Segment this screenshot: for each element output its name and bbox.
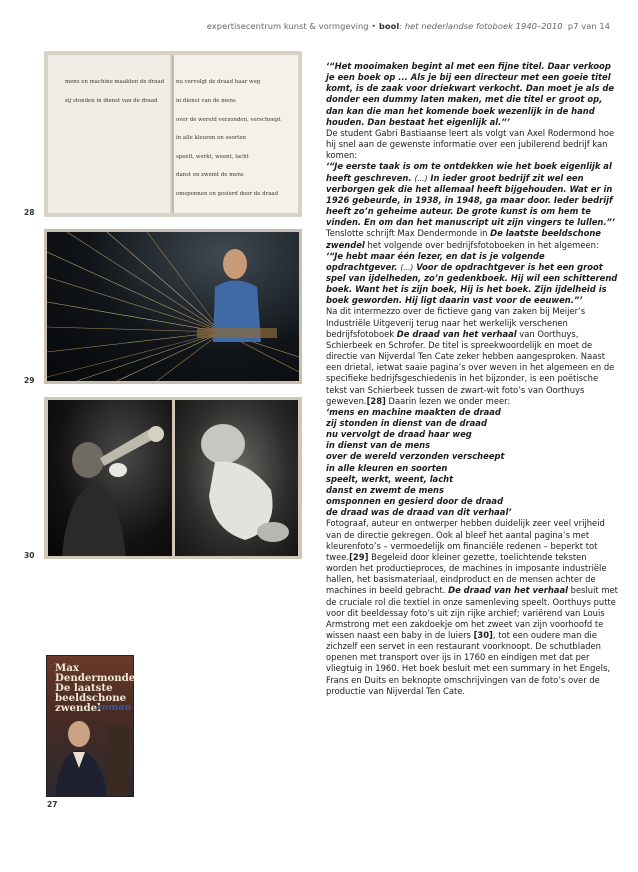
ellipsis: (...) bbox=[400, 262, 414, 272]
weaving-threads-graphic bbox=[47, 232, 299, 381]
weaver-face bbox=[223, 249, 247, 279]
book-title: De laatste beeldschone zwendel bbox=[326, 228, 601, 250]
weaving-photo bbox=[47, 232, 299, 381]
text-part: Begeleid door kleiner gezette, toelichtende teksten worden het productieproces, de machines in imposante industriële hallen, het basismateriaal, eindproduct en de mensen achter de machines in beeld gebracht. bbox=[326, 551, 607, 596]
poem-line: omsponnen en gesierd door de draad bbox=[326, 496, 504, 507]
poem-line: over de wereld verzonden verscheept bbox=[326, 451, 505, 462]
book-cover-image bbox=[46, 655, 134, 797]
poem-line: ‘mens en machine maakten de draad bbox=[326, 406, 501, 417]
cover-portrait-graphic bbox=[47, 716, 133, 796]
spread-right-line: omsponnen en gesierd door de draad bbox=[176, 191, 279, 197]
paragraph-dendermonde bbox=[326, 228, 618, 250]
figure-number-30: 30 bbox=[24, 551, 35, 560]
spread-left-line: zij stonden in dienst van de draad bbox=[65, 98, 158, 104]
paragraph-fotograaf bbox=[326, 518, 618, 697]
poem-line: zij stonden in dienst van de draad bbox=[326, 418, 487, 428]
paragraph-bastiaanse: De student Gabri Bastiaanse leert als volgt van Axel Rodermond hoe hij snel aan de gewenste informatie over een jubilerend bedrijf kan komen: bbox=[326, 127, 615, 161]
book-title: De draad van het verhaal bbox=[396, 328, 517, 339]
spread-right-line: danst en zwemt de mens bbox=[176, 172, 244, 178]
text-part: het volgende over bedrijfsfotoboeken in het algemeen: bbox=[364, 239, 599, 250]
header-separator: • bbox=[371, 21, 377, 31]
article-text-column bbox=[326, 61, 618, 697]
text-part: Fotograaf, auteur en ontwerper hebben duidelijk zeer veel vrijheid van de directie gekregen. Ook al bleef het aantal pagina’s met kleurenfoto’s – vermoedelijk om financiële redenen – beperkt tot twee. bbox=[326, 518, 605, 562]
text-part: van Oorthuys, Schierbeek en Schrofer. De titel is spreekwoordelijk en moet de directie van Nijverdal Ten Cate zeker hebben aangesproken. Naast een drietal, ietwat saaie pagina’s over weven in het algemeen en de specifieke bedrijfsgeschiedenis in het bijzonder, is een poëtische tekst van Schierbeek tussen de zwart-wit foto’s van Oorthuys geweven. bbox=[326, 328, 615, 406]
figure-number-29: 29 bbox=[24, 376, 35, 385]
cover-title-line: Max bbox=[55, 662, 79, 674]
poem-line: danst en zwemt de mens bbox=[326, 484, 444, 495]
cover-title-line: Dendermonde bbox=[55, 672, 136, 684]
page-header bbox=[207, 21, 610, 31]
cover-title-line: De laatste bbox=[55, 682, 113, 694]
figure-28-spread bbox=[44, 51, 302, 217]
poem-line: in dienst van de mens bbox=[326, 440, 431, 451]
header-brand: bool bbox=[378, 21, 400, 31]
spread-right-line: in alle kleuren en soorten bbox=[176, 135, 247, 141]
figure-ref-30: [30] bbox=[473, 629, 493, 640]
figure-number-27: 27 bbox=[47, 800, 58, 809]
quote-part: ‘“Je hebt maar één lezer, en dat is je volgende opdrachtgever. bbox=[326, 250, 545, 272]
ellipsis: (...) bbox=[414, 173, 428, 183]
spread-right-line: speelt, werkt, weent, lacht bbox=[176, 154, 249, 160]
header-subtitle: : het nederlandse fotoboek 1940–2010 bbox=[399, 21, 563, 31]
figure-29-spread bbox=[44, 229, 302, 384]
text-part: besluit met de cruciale rol die textiel in onze samenleving speelt. Oorthuys putte voor dit beeldessay foto’s uit zijn rijke archief; variërend van Louis Armstrong met een zakdoekje om het zweet van zijn voorhoofd te wissen naast een baby in de luiers bbox=[326, 585, 618, 640]
quote-geheime-auteur bbox=[326, 161, 618, 228]
trumpet-player-photo bbox=[48, 400, 172, 556]
spread-right-line: over de wereld verzonden, verscheept bbox=[176, 117, 281, 123]
poem-line: speelt, werkt, weent, lacht bbox=[326, 473, 454, 484]
figure-number-28: 28 bbox=[24, 208, 35, 217]
poem-block bbox=[326, 407, 618, 519]
text-part: Daarin lezen we onder meer: bbox=[385, 395, 511, 406]
poem-line: nu vervolgt de draad haar weg bbox=[326, 429, 472, 440]
header-center: expertisecentrum kunst & vormgeving bbox=[206, 21, 369, 31]
trumpet-player-graphic bbox=[48, 400, 172, 556]
quote-part: ‘“Je eerste taak is om te ontdekken wie het boek eigenlijk al heeft geschreven. bbox=[326, 161, 612, 183]
spread-left-line: mens en machine maakten de draad bbox=[65, 79, 165, 85]
cover-subtitle: roman bbox=[97, 702, 132, 713]
spread-right-line: in dienst van de mens bbox=[176, 98, 236, 104]
paragraph-draad-intro bbox=[326, 306, 618, 406]
poem-line: in alle kleuren en soorten bbox=[326, 462, 448, 473]
spread-right-page bbox=[174, 55, 298, 213]
figure-30-spread bbox=[44, 397, 302, 559]
quote-part: In ieder groot bedrijf zit wel een verborgen gek die het allemaal heeft bijgehouden. Wat er in 1926 gebeurde, in 1938, in 1948, ga maar door. Ieder bedrijf heeft zo’n geheime auteur. De grote kunst is om hem te vinden. En om dan het manuscript uit zijn vingers te lullen.”’ bbox=[326, 172, 616, 228]
book-title: De draad van het verhaal bbox=[448, 585, 568, 596]
baby-graphic bbox=[175, 400, 298, 556]
text-part: , tot een oudere man die zichzelf een servet in een restaurant voorknoopt. De schutbladen openen met transport over ijs in 1760 en eindigen met dat per vliegtuig in 1960. Het boek besluit met een summary in het Engels, Frans en Duits en beknopte omschrijvingen van de foto’s over de productie van Nijverdal Ten Cate. bbox=[326, 629, 610, 696]
quote-part: Voor de opdrachtgever is het een groot spel van ijdelheden, zo’n gedenkboek. Hij wil een schitterend boek. Want het is zijn boek, Hij is het boek. Zijn ijdelheid is boek geworden. Hij ligt daarin vast voor de eeuwen.”’ bbox=[326, 261, 618, 306]
figure-ref-29: [29] bbox=[349, 551, 369, 562]
poem-line: de draad was de draad van dit verhaal’ bbox=[326, 507, 512, 518]
page-number: p7 van 14 bbox=[567, 21, 610, 31]
cover-title-line: zwendel bbox=[55, 702, 101, 714]
spread-right-line: nu vervolgt de draad haar weg bbox=[176, 79, 261, 85]
text-part: Na dit intermezzo over de fictieve gang van zaken bij Meijer’s Industriële Uitgeverij terug naar het werkelijk verschenen bedrijfsfotoboek bbox=[326, 306, 586, 339]
spread-left-page bbox=[48, 55, 172, 213]
quote-mooimaken: ‘“Het mooimaken begint al met een fijne titel. Daar verkoop je een boek op ... Als je bij een directeur met een goeie titel komt, is de zaak voor driekwart verkocht. Dan moet je als de donder een dummy laten maken, met die titel er groot op, dan kan die man het komende boek wezenlijk in de hand houden. Dan bestaat het eigenlijk al.”’ bbox=[326, 61, 615, 127]
figure-ref-28: [28] bbox=[366, 395, 386, 406]
cover-title-line: beeldschone bbox=[55, 692, 127, 704]
baby-photo bbox=[175, 400, 298, 556]
text-part: Tenslotte schrijft Max Dendermonde in bbox=[326, 228, 491, 239]
quote-opdrachtgever bbox=[326, 251, 618, 307]
